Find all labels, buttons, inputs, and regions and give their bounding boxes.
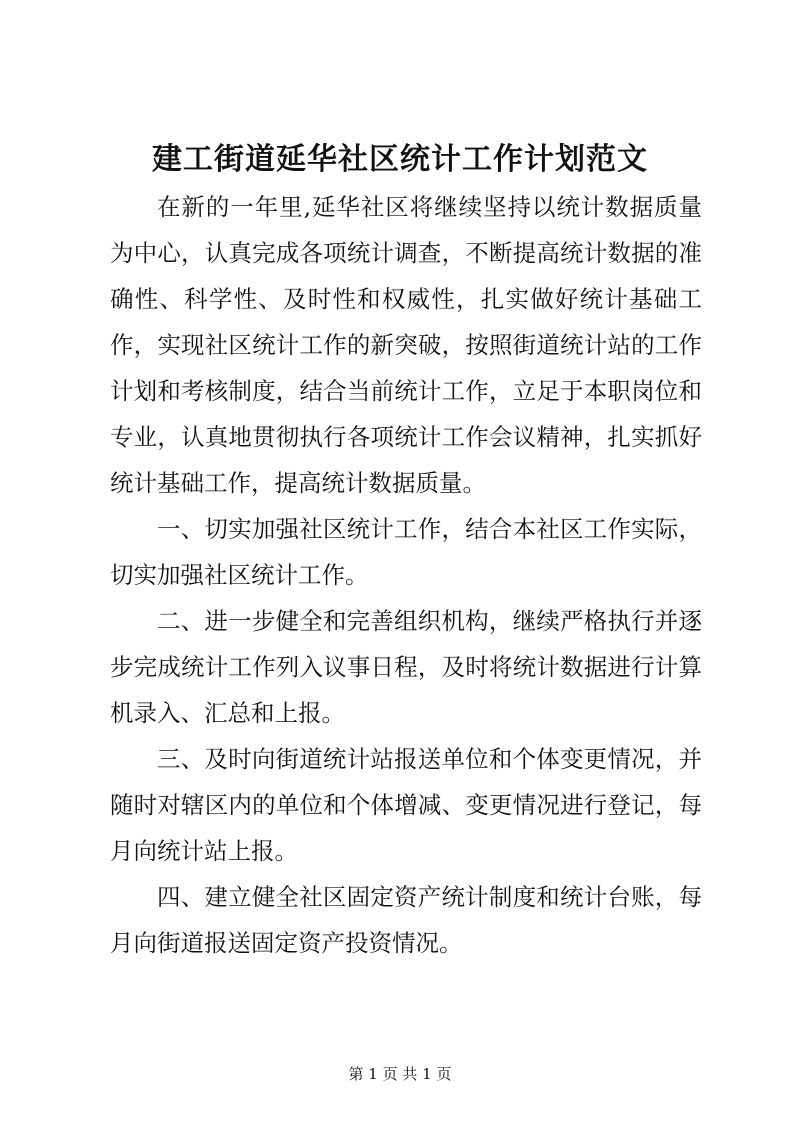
paragraph-item-4: 四、建立健全社区固定资产统计制度和统计台账，每月向街道报送固定资产投资情况。 [110,883,702,957]
paragraph-item-2: 二、进一步健全和完善组织机构，继续严格执行并逐步完成统计工作列入议事日程，及时将统计数据进行计算机录入、汇总和上报。 [110,607,702,727]
document-title: 建工街道延华社区统计工作计划范文 [152,142,648,177]
paragraph-item-1: 一、切实加强社区统计工作，结合本社区工作实际，切实加强社区统计工作。 [110,515,702,589]
paragraph-intro: 在新的一年里,延华社区将继续坚持以统计数据质量为中心，认真完成各项统计调查，不断提高统计数据的准确性、科学性、及时性和权威性，扎实做好统计基础工作，实现社区统计工作的新突破，按照街道统计站的工作计划和考核制度，结合当前统计工作，立足于本职岗位和专业，认真地贯彻执行各项统计工作会议精神，扎实抓好统计基础工作，提高统计数据质量。 [110,193,702,497]
paragraph-item-3: 三、及时向街道统计站报送单位和个体变更情况，并随时对辖区内的单位和个体增减、变更情况进行登记，每月向统计站上报。 [110,745,702,865]
document-body [110,184,702,966]
page-footer: 第 1 页 共 1 页 [348,1065,452,1083]
